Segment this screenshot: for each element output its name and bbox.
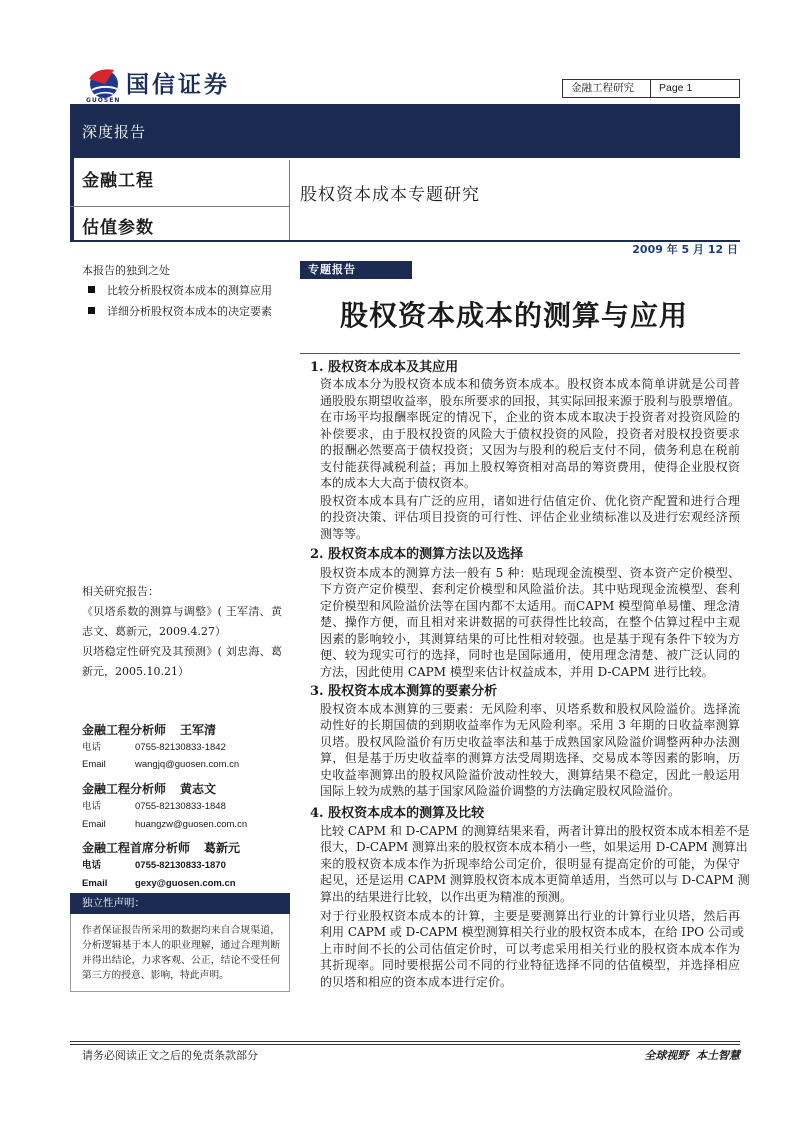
analyst-role: 金融工程首席分析师 xyxy=(82,841,191,855)
text-line: 其折现率。同时要根据公司不同的行业特征选择不同的估值模型，并选择相应 xyxy=(320,958,740,973)
section-heading-3: 3. 股权资本成本测算的要素分析 xyxy=(310,683,498,699)
highlights-title: 本报告的独到之处 xyxy=(82,264,170,277)
text-line: 算出的结果进行比较，以作出更为精准的预测。 xyxy=(320,889,573,904)
text-line: 下方资产定价模型、套利定价模型和风险溢价法。其中贴现现金流模型、套利 xyxy=(320,582,740,597)
email-address[interactable]: wangjq@guosen.com.cn xyxy=(135,759,240,770)
section-4-paragraph-1 xyxy=(320,823,750,906)
text-line: 定价模型和风险溢价法等在国内都不太适用。而CAPM 模型简单易懂、理念清 xyxy=(320,598,740,613)
phone-label: 电话 xyxy=(82,801,102,812)
report-date: 2009 年 5 月 12 日 xyxy=(632,243,738,256)
text-line: 的投资决策、评估项目投资的可行性、评估企业业绩标准以及进行宏观经济预 xyxy=(320,510,740,524)
independence-statement-header: 独立性声明： xyxy=(70,893,290,914)
text-line: 上市时间不长的公司估值定价时，可以考虑采用相关行业的股权资本成本作为 xyxy=(320,941,740,956)
analyst-email-row xyxy=(82,815,290,833)
report-tag: 专题报告 xyxy=(300,261,412,279)
text-line: 便、较为现实可行的选择，同时也是国际通用，使用理念清楚、被广泛认同的 xyxy=(320,648,740,663)
text-line: 本的成本大大高于债权资本。 xyxy=(320,476,477,490)
section-2-paragraph-1 xyxy=(320,565,740,681)
text-line: 算，但是基于历史收益率的测算方法受周期选择、交易成本等因素的影响，历 xyxy=(320,751,740,766)
text-line: 史收益率测算出的股权风险溢价波动性较大，测算结果不稳定，因此一般运用 xyxy=(320,767,740,782)
category-primary: 金融工程 xyxy=(82,171,154,191)
report-type-banner xyxy=(70,104,740,158)
phone-number: 0755-82130833-1848 xyxy=(135,801,226,812)
text-line: 的贝塔和相应的资本成本进行定价。 xyxy=(320,974,513,989)
text-line: 资本成本分为股权资本成本和债务资本成本。股权资本成本简单讲就是公司普 xyxy=(320,377,740,391)
text-line: 比较 CAPM 和 D-CAPM 的测算结果来看，两者计算出的股权资本成本相差不是 xyxy=(320,823,750,838)
analyst-title xyxy=(82,721,290,739)
analyst-name: 王军清 xyxy=(180,723,217,737)
highlight-text: 比较分析股权资本成本的测算应用 xyxy=(107,284,272,297)
header-info-box xyxy=(562,79,740,98)
section-1-paragraph-1 xyxy=(320,376,740,492)
text-line: 起见，还是运用 CAPM 测算股权资本成本更简单适用，当然可以与 D-CAPM 测 xyxy=(320,873,750,888)
text-line: 股权资本成本的测算方法一般有 5 种：贴现现金流模型、资本资产定价模型、 xyxy=(320,565,740,580)
footer-rule xyxy=(70,1044,740,1045)
section-3-paragraph-1 xyxy=(320,701,740,800)
text-line: 动性好的长期国债的到期收益率作为无风险利率。采用 3 年期的日收益率测算 xyxy=(320,718,740,733)
category-divider xyxy=(70,206,290,207)
text-line: 第三方的授意、影响，特此声明。 xyxy=(82,970,229,981)
email-address[interactable]: gexy@guosen.com.cn xyxy=(135,878,236,889)
text-line: 股权资本成本具有广泛的应用，诸如进行估值定价、优化资产配置和进行合理 xyxy=(320,493,740,508)
brand-name-cn: 国信证券 xyxy=(126,72,230,98)
text-line: 作者保证报告所采用的数据均来自合规渠道， xyxy=(82,925,280,936)
analyst-title xyxy=(82,780,290,798)
phone-label: 电话 xyxy=(82,742,102,753)
text-line: 通股股东期望收益率，股东所要求的回报，其实际回报来源于股利与股票增值。 xyxy=(320,393,741,408)
text-line: 国际上较为成熟的基于国家风险溢价调整的方法确定股权风险溢价。 xyxy=(320,784,681,799)
text-line: 的报酬必然要高于债权投资；又因为与股利的税后支付不同，债务利息在税前 xyxy=(320,443,740,457)
analyst-card xyxy=(82,780,290,833)
email-label: Email xyxy=(82,759,106,770)
text-line: 因素的影响较小，其测算结果的可比性相对较强。也是基于现有条件下较为方 xyxy=(320,631,740,646)
text-line: 《贝塔系数的测算与调整》( 王军清、黄 xyxy=(82,605,282,618)
footer-rule xyxy=(70,1041,740,1042)
text-line: 支付能获得减税利益；再加上股权筹资相对高昂的筹资费用，使得企业股权资 xyxy=(320,459,740,474)
analyst-name: 黄志文 xyxy=(180,782,217,796)
text-line: 方法，因此使用 CAPM 模型来估计权益成本，并用 D-CAPM 进行比较。 xyxy=(320,664,714,679)
analyst-role: 金融工程分析师 xyxy=(82,782,167,796)
highlight-item xyxy=(88,282,272,300)
square-bullet-icon xyxy=(88,286,95,293)
text-line: 在市场平均报酬率既定的情况下，企业的资本成本取决于投资者对投资风险的 xyxy=(320,410,740,424)
text-line: 志文、葛新元，2009.4.27） xyxy=(82,625,226,638)
phone-label: 电话 xyxy=(82,860,102,871)
category-secondary: 估值参数 xyxy=(82,218,154,238)
email-label: Email xyxy=(82,878,108,889)
analyst-card xyxy=(82,721,290,773)
title-divider xyxy=(300,353,740,354)
page-label: Page xyxy=(659,82,684,94)
phone-number: 0755-82130833-1842 xyxy=(135,742,226,753)
section-1-paragraph-2 xyxy=(320,493,740,543)
related-research-item-1 xyxy=(82,602,282,642)
section-heading-2: 2. 股权资本成本的测算方法以及选择 xyxy=(310,546,524,562)
report-type: 深度报告 xyxy=(82,123,147,141)
category-accent-strip xyxy=(70,158,74,242)
text-line: 新元，2005.10.21） xyxy=(82,665,189,678)
guosen-logo-icon xyxy=(84,67,124,99)
analyst-email-row xyxy=(82,874,290,892)
text-line: 并得出结论，力求客观、公正，结论不受任何 xyxy=(82,955,280,966)
text-line: 利用 CAPM 或 D-CAPM 模型测算相关行业的股权资本成本，在给 IPO 公司或 xyxy=(320,925,744,940)
text-line: 来的股权资本成本作为折现率给公司定价，很明显有提高定价的可能，为保守 xyxy=(320,856,740,871)
related-research-title: 相关研究报告： xyxy=(82,585,159,598)
email-address[interactable]: huangzw@guosen.com.cn xyxy=(135,819,248,830)
report-series: 金融工程研究 xyxy=(563,80,651,97)
analyst-title xyxy=(82,839,290,857)
text-line: 贝塔稳定性研究及其预测》( 刘忠海、葛 xyxy=(82,645,282,658)
page-indicator xyxy=(651,80,692,97)
analyst-card xyxy=(82,839,290,892)
text-line: 很大，D-CAPM 测算出来的股权资本成本稍小一些，如果运用 D-CAPM 测算出 xyxy=(320,840,748,855)
text-line: 对于行业股权资本成本的计算，主要是要测算出行业的计算行业贝塔，然后再 xyxy=(320,908,740,923)
page-title: 股权资本成本的测算与应用 xyxy=(340,299,689,332)
text-line: 楚、操作方便，而且相对来讲数据的可获得性比较高，在整个估算过程中主观 xyxy=(320,615,740,630)
text-line: 贝塔。股权风险溢价有历史收益率法和基于成熟国家风险溢价调整两种办法测 xyxy=(320,734,740,749)
text-line: 补偿要求，由于股权投资的风险大于债权投资的风险，投资者对股权投资要求 xyxy=(320,426,740,441)
section-heading-1: 1. 股权资本成本及其应用 xyxy=(310,360,459,375)
related-research-item-2 xyxy=(82,642,282,682)
text-line: 测等等。 xyxy=(320,526,369,541)
section-4-paragraph-2 xyxy=(320,908,744,991)
analyst-name: 葛新元 xyxy=(204,841,241,855)
text-line: 分析逻辑基于本人的职业理解，通过合理判断 xyxy=(82,940,280,951)
analyst-phone-row xyxy=(82,798,290,815)
independence-statement-text xyxy=(82,923,280,983)
report-topic: 股权资本成本专题研究 xyxy=(300,185,480,205)
phone-number: 0755-82130833-1870 xyxy=(135,860,226,871)
page-number: 1 xyxy=(686,82,693,94)
analyst-email-row xyxy=(82,756,290,773)
square-bullet-icon xyxy=(88,307,95,314)
email-label: Email xyxy=(82,819,106,830)
section-heading-4: 4. 股权资本成本的测算及比较 xyxy=(310,805,485,821)
analyst-role: 金融工程分析师 xyxy=(82,723,167,737)
highlight-item xyxy=(88,303,272,321)
brand-name-en: GUOSEN xyxy=(86,97,121,104)
analyst-phone-row xyxy=(82,739,290,756)
analyst-phone-row xyxy=(82,857,290,874)
footer-disclaimer: 请务必阅读正文之后的免责条款部分 xyxy=(82,1049,258,1062)
text-line: 股权资本成本测算的三要素：无风险利率、贝塔系数和股权风险溢价。选择流 xyxy=(320,701,740,716)
footer-slogan: 全球视野 本土智慧 xyxy=(644,1049,740,1062)
highlight-text: 详细分析股权资本成本的决定要素 xyxy=(107,305,272,318)
